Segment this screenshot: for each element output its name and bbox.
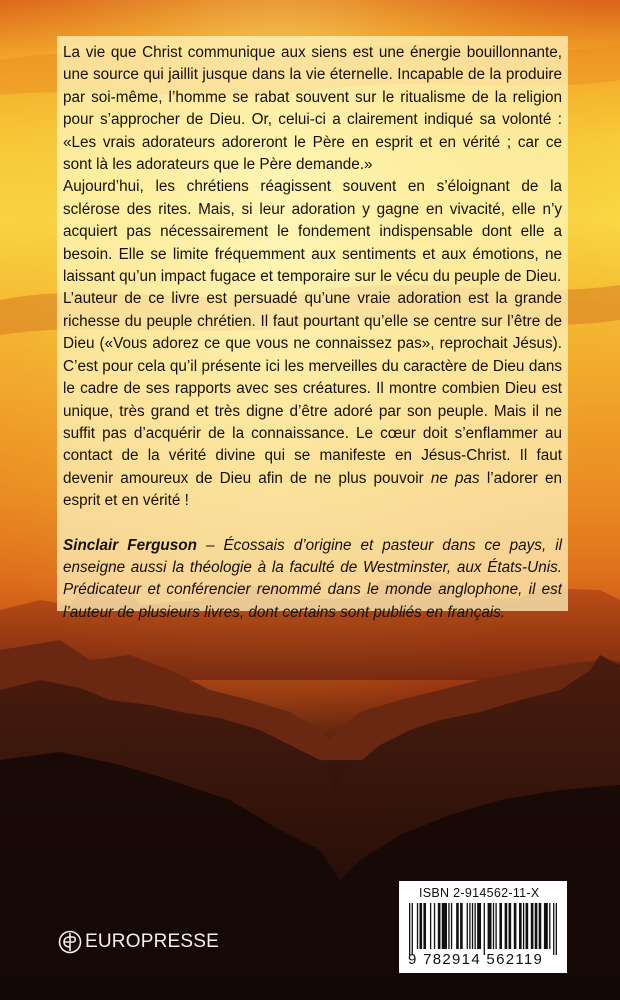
barcode-bar [488, 903, 492, 949]
blurb-paragraph-2: Aujourd’hui, les chrétiens réagissent souvent en s’éloignant de la sclérose des rites. Mais, si leur adoration y gagne en vivacité, elle n’y acquiert pas nécessairement le fondement indispensable dont elle a besoin. Elle se limite fréquemment aux sentiments et aux émotions, ne laissant qu’un impact fugace et temporaire sur le vécu du peuple de Dieu. [63, 178, 562, 286]
barcode-bar [417, 903, 418, 949]
barcode-bar [499, 903, 502, 949]
barcode-bar [456, 903, 459, 949]
barcode-bar [509, 903, 512, 949]
barcode-bar [514, 903, 517, 949]
barcode-bar [549, 903, 550, 949]
barcode-bars [409, 903, 557, 955]
barcode-bar [460, 903, 463, 949]
barcode-bar [472, 903, 473, 949]
barcode-bar [495, 903, 496, 949]
barcode-bar [544, 903, 548, 949]
barcode-bar [451, 903, 452, 949]
barcode-bar [423, 903, 426, 949]
blurb-paragraph-3 [63, 288, 562, 512]
barcode-bar [434, 903, 435, 949]
isbn-barcode [399, 881, 567, 973]
paragraph-3-text: L’auteur de ce livre est persuadé qu’une vraie adoration est la grande richesse du peuple chrétien. Il faut pourtant qu’elle se centre sur l’être de Dieu («Vous adorez ce que vous ne connaissez pas», reprochait Jésus). C’est pour cela qu’il présente ici les merveilles du caractère de Dieu dans le cadre de ses rapports avec ses créatures. Il montre combien Dieu est unique, très grand et très digne d’être adoré par son peuple. Mais il ne suffit pas d’acquérir de la connaissance. Le cœur doit s’enflammer au contact de la vérité divine qui se manifeste en Jésus-Christ. Il faut devenir amoureux de Dieu afin de ne plus pouvoir [63, 290, 562, 487]
barcode-bar [519, 903, 522, 949]
author-bio [63, 535, 562, 625]
emphasis-text: ne pas [430, 469, 480, 487]
barcode-bar [467, 903, 468, 949]
barcode-bar [448, 903, 449, 949]
barcode-bar [556, 903, 557, 955]
barcode-bar [469, 903, 470, 949]
publisher-brand [58, 930, 219, 954]
barcode-bar [419, 903, 422, 949]
barcode-bar [412, 903, 413, 955]
barcode-bar [539, 903, 542, 949]
blurb-panel [57, 36, 568, 621]
barcode-bar [484, 903, 485, 955]
ep-logo-icon [58, 930, 82, 954]
author-bio-text: – Écossais d’origine et pasteur dans ce pays, il enseigne aussi la théologie à la faculté de Westminster, aux États-Unis. Prédicateur et conférencier renommé dans le monde anglophone, il est l’auteur de plusieurs livres, dont certains sont publiés en français. [63, 536, 563, 621]
barcode-bar [442, 903, 447, 949]
paragraph-3-ending: l’adorer en esprit et en vérité ! [63, 469, 562, 510]
barcode-bar [523, 903, 524, 949]
barcode-digits: 9 782914 562119 [408, 951, 544, 968]
barcode-bar [493, 903, 494, 949]
barcode-bar [553, 903, 554, 955]
barcode-bar [526, 903, 529, 949]
barcode-bar [477, 903, 481, 949]
barcode-bar [531, 903, 534, 949]
publisher-name: EUROPRESSE [85, 931, 219, 952]
barcode-bar [430, 903, 431, 949]
barcode-bar [535, 903, 538, 949]
isbn-label: ISBN 2-914562-11-X [419, 886, 540, 900]
barcode-bar [474, 903, 475, 949]
barcode-bar [409, 903, 410, 955]
barcode-bar [438, 903, 441, 949]
author-name: Sinclair Ferguson [63, 536, 197, 554]
blurb-paragraph-1: La vie que Christ communique aux siens est une énergie bouillonnante, une source qui jaillit jusque dans la vie éternelle. Incapable de la produire par soi-même, l’homme se rabat souvent sur le ritualisme de la religion pour s’approcher de Dieu. Or, celui-ci a clairement indiqué sa volonté : «Les vrais adorateurs adoreront le Père en esprit et en vérité ; car ce sont là les adorateurs que le Père demande.» [63, 44, 562, 174]
barcode-bar [505, 903, 508, 949]
